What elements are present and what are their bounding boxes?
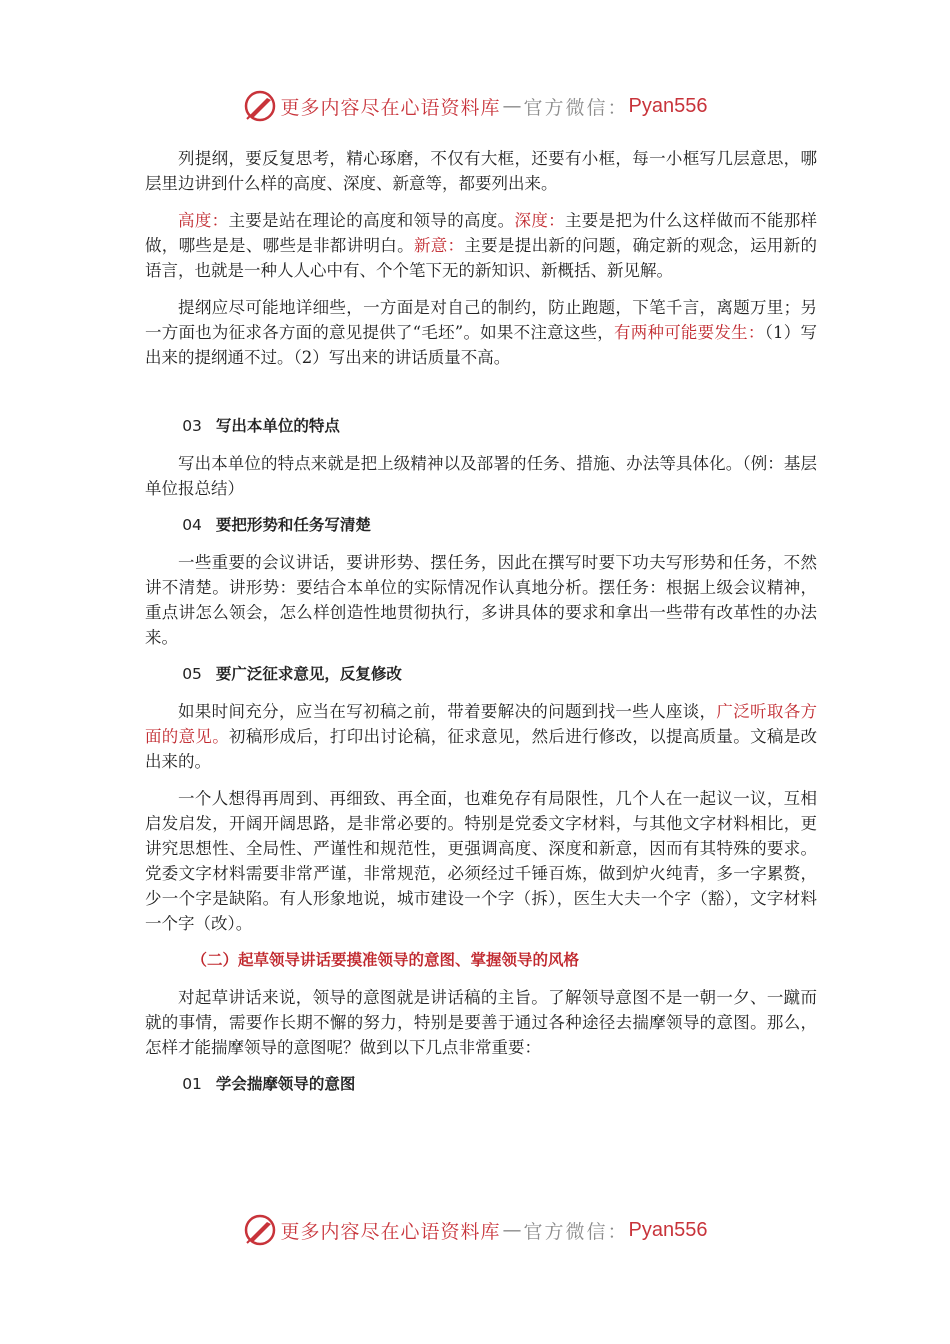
footer-banner xyxy=(0,1210,950,1250)
banner-dash: — xyxy=(502,1219,522,1241)
pen-logo-icon xyxy=(243,1213,277,1247)
heading-03: 03 写出本单位的特点 xyxy=(182,417,340,435)
banner-official-label: 官方微信： xyxy=(523,1220,629,1243)
heading-05: 05 要广泛征求意见，反复修改 xyxy=(182,665,402,683)
paragraph: 提纲应尽可能地详细些，一方面是对自己的制约，防止跑题，下笔千言，离题万里；另一方面也为征求各方面的意见提供了“毛坯”。如果不注意这些，有两种可能要发生：（1）写出来的提纲通不过。（2）写出来的讲话质量不高。 xyxy=(145,298,818,367)
banner-wechat-id: Pyan556 xyxy=(628,1218,708,1241)
paragraph: 写出本单位的特点来就是把上级精神以及部署的任务、措施、办法等具体化。（例：基层单位报总结） xyxy=(145,454,817,498)
paragraph: 一些重要的会议讲话，要讲形势、摆任务，因此在撰写时要下功夫写形势和任务，不然讲不清楚。讲形势：要结合本单位的实际情况作认真地分析。摆任务：根据上级会议精神，重点讲怎么领会，怎么样创造性地贯彻执行，多讲具体的要求和拿出一些带有改革性的办法来。 xyxy=(145,553,817,647)
paragraph: 一个人想得再周到、再细致、再全面，也难免存有局限性，几个人在一起议一议，互相启发启发，开阔开阔思路，是非常必要的。特别是党委文字材料，与其他文字材料相比，更讲究思想性、全局性、严谨性和规范性，更强调高度、深度和新意，因而有其特殊的要求。党委文字材料需要非常严谨，非常规范，必须经过千锤百炼，做到炉火纯青，多一字累赘，少一个字是缺陷。有人形象地说，城市建设一个字（拆），医生大夫一个字（豁），文字材料一个字（改）。 xyxy=(145,789,817,933)
banner-wechat-id: Pyan556 xyxy=(628,94,708,117)
label-depth: 深度： xyxy=(514,211,565,230)
pen-logo-icon xyxy=(243,89,277,123)
banner-main-text: 更多内容尽在心语资料库 xyxy=(280,96,501,119)
paragraph: 列提纲，要反复思考，精心琢磨，不仅有大框，还要有小框，每一小框写几层意思，哪层里边讲到什么样的高度、深度、新意等，都要列出来。 xyxy=(145,149,817,193)
document-body xyxy=(145,146,817,1097)
highlight-text: 广泛听取各方面的意见。 xyxy=(145,702,818,746)
heading-04: 04 要把形势和任务写清楚 xyxy=(182,516,371,534)
heading-01: 01 学会揣摩领导的意图 xyxy=(182,1075,356,1093)
banner-dash: — xyxy=(502,95,522,117)
header-banner xyxy=(0,86,950,126)
banner-main-text: 更多内容尽在心语资料库 xyxy=(280,1220,501,1243)
paragraph: 对起草讲话来说，领导的意图就是讲话稿的主旨。了解领导意图不是一朝一夕、一蹴而就的事情，需要作长期不懈的努力，特别是要善于通过各种途径去揣摩领导的意图。那么，怎样才能揣摩领导的意图呢？做到以下几点非常重要： xyxy=(145,988,817,1057)
paragraph: 高度：主要是站在理论的高度和领导的高度。深度：主要是把为什么这样做而不能那样做，哪些是是、哪些是非都讲明白。新意：主要是提出新的问题，确定新的观念，运用新的语言，也就是一种人人心中有、个个笔下无的新知识、新概括、新见解。 xyxy=(145,211,818,280)
highlight-text: 有两种可能要发生： xyxy=(614,323,765,342)
paragraph: 如果时间充分，应当在写初稿之前，带着要解决的问题到找一些人座谈，广泛听取各方面的意见。初稿形成后，打印出讨论稿，征求意见，然后进行修改，以提高质量。文稿是改出来的。 xyxy=(145,702,818,771)
banner-official-label: 官方微信： xyxy=(523,96,629,119)
label-height: 高度： xyxy=(178,211,229,230)
label-novelty: 新意： xyxy=(413,236,465,255)
section-heading: （二）起草领导讲话要摸准领导的意图、掌握领导的风格 xyxy=(191,951,580,969)
